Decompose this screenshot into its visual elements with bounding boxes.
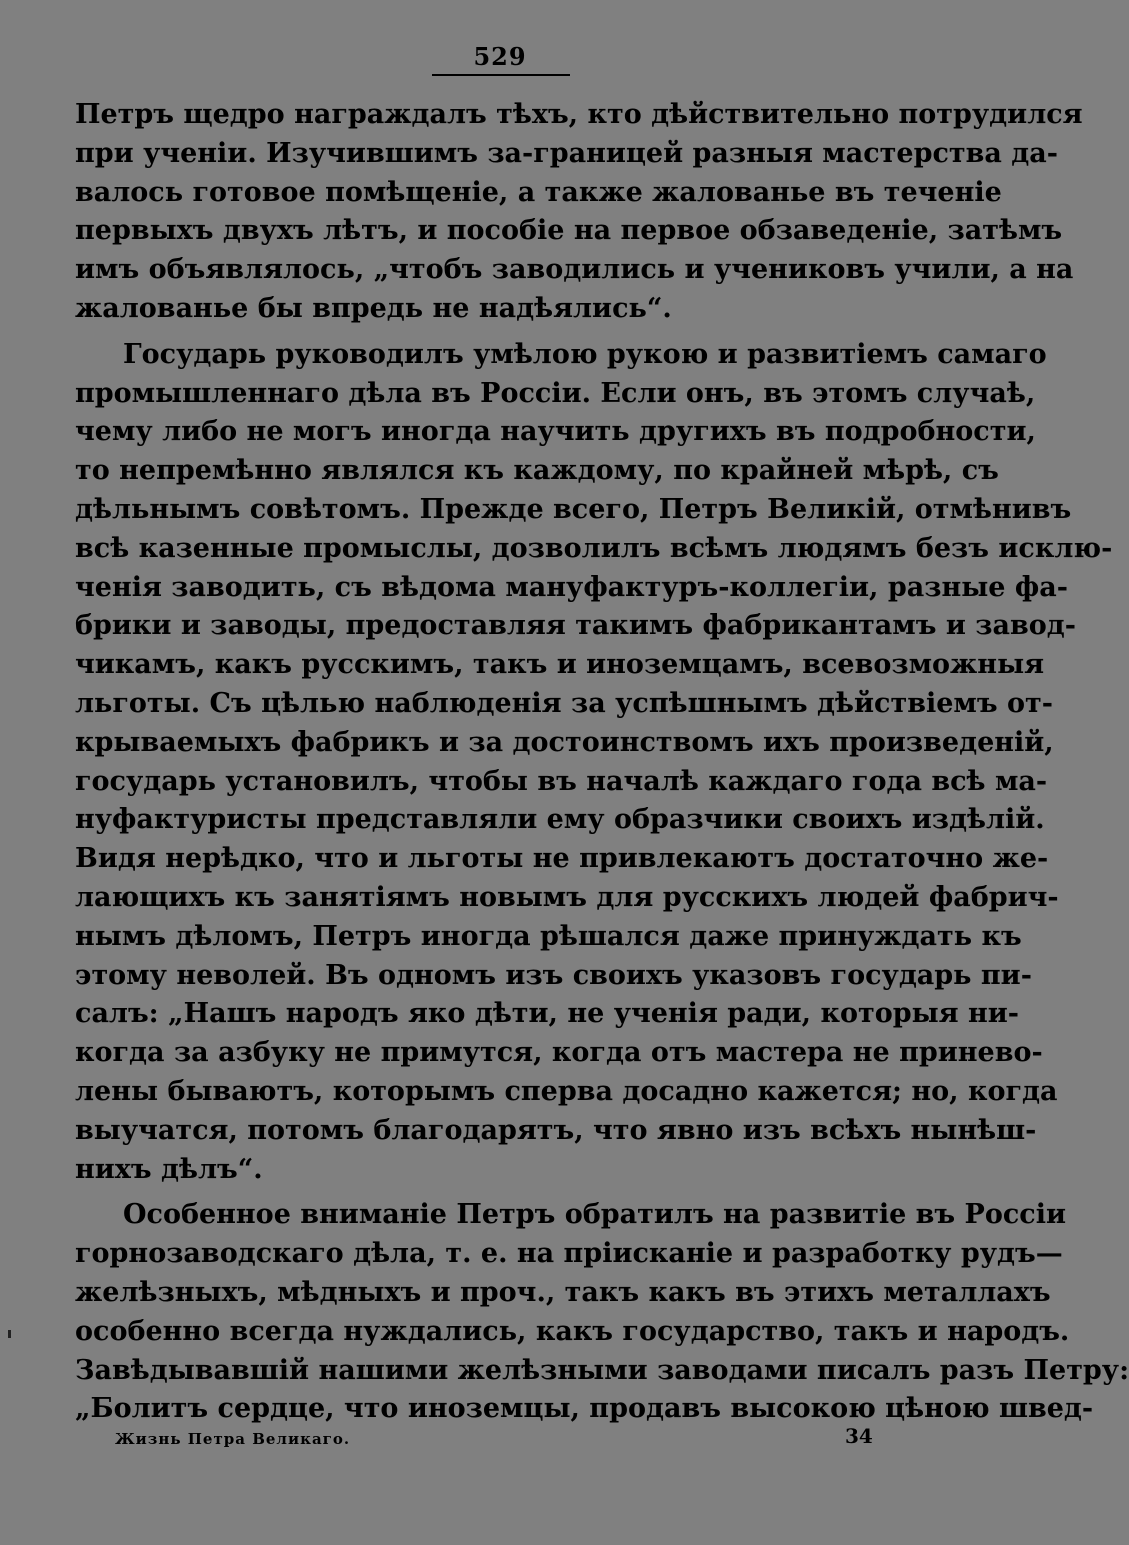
paragraph-gap <box>75 329 935 336</box>
text-line: „Болитъ сердце, что иноземцы, продавъ высокою цѣною швед- <box>75 1393 1094 1425</box>
text-line: чикамъ, какъ русскимъ, такъ и иноземцамъ, всевозможныя <box>75 649 1045 681</box>
text-line: нихъ дѣлъ“. <box>75 1153 263 1185</box>
text-line: лены бываютъ, которымъ сперва досадно кажется; но, когда <box>75 1075 1058 1107</box>
text-line: лающихъ къ занятіямъ новымъ для русскихъ людей фабрич- <box>75 881 1059 913</box>
paragraph-gap <box>75 1189 935 1196</box>
text-line: всѣ казенные промыслы, дозволилъ всѣмъ людямъ безъ исклю- <box>75 532 1113 564</box>
text-line: имъ объявлялось, „чтобъ заводились и учениковъ учили, а на <box>75 254 1074 286</box>
footer-signature-mark: 34 <box>845 1424 873 1448</box>
text-line: крываемыхъ фабрикъ и за достоинствомъ ихъ произведеній, <box>75 726 1054 758</box>
text-line: Особенное вниманіе Петръ обратилъ на развитіе въ Россіи <box>123 1199 1067 1231</box>
paragraph <box>75 1196 1129 1429</box>
footer-book-title: Жизнь Петра Великаго. <box>115 1430 351 1448</box>
body-text <box>75 96 1129 1429</box>
text-line: желѣзныхъ, мѣдныхъ и проч., такъ какъ въ этихъ металлахъ <box>75 1276 1051 1308</box>
paragraph <box>75 336 1113 1190</box>
page-number-rule <box>432 74 570 76</box>
text-line: этому неволей. Въ одномъ изъ своихъ указовъ государь пи- <box>75 959 1032 991</box>
text-line: первыхъ двухъ лѣтъ, и пособіе на первое обзаведеніе, затѣмъ <box>75 215 1063 247</box>
text-line: государь установилъ, чтобы въ началѣ каждаго года всѣ ма- <box>75 765 1048 797</box>
text-line: салъ: „Нашъ народъ яко дѣти, не ученія ради, которыя ни- <box>75 998 1020 1030</box>
text-line: чему либо не могъ иногда научить другихъ въ подробности, <box>75 416 1036 448</box>
text-line: выучатся, потомъ благодарятъ, что явно изъ всѣхъ нынѣш- <box>75 1114 1037 1146</box>
margin-speck <box>8 1330 11 1338</box>
text-line: Петръ щедро награждалъ тѣхъ, кто дѣйствительно потрудился <box>75 99 1083 130</box>
text-line: то непремѣнно являлся къ каждому, по крайней мѣрѣ, съ <box>75 455 999 487</box>
text-line: Видя нерѣдко, что и льготы не привлекаютъ достаточно же- <box>75 843 1049 875</box>
text-line: горнозаводскаго дѣла, т. е. на пріисканіе и разработку рудъ— <box>75 1238 1063 1270</box>
text-line: ченія заводить, съ вѣдома мануфактуръ-коллегіи, разные фа- <box>75 571 1068 603</box>
text-line: брики и заводы, предоставляя такимъ фабрикантамъ и завод- <box>75 610 1076 642</box>
text-line: Завѣдывавшій нашими желѣзными заводами писалъ разъ Петру: <box>75 1354 1129 1386</box>
text-line: нымъ дѣломъ, Петръ иногда рѣшался даже принуждать къ <box>75 920 1022 952</box>
text-line: жалованье бы впредь не надѣялись“. <box>75 292 672 324</box>
page-number: 529 <box>473 42 527 71</box>
text-line: дѣльнымъ совѣтомъ. Прежде всего, Петръ Великій, отмѣнивъ <box>75 493 1072 525</box>
text-line: промышленнаго дѣла въ Россіи. Если онъ, въ этомъ случаѣ, <box>75 377 1036 409</box>
text-line: при ученіи. Изучившимъ за-границей разныя мастерства да- <box>75 137 1058 169</box>
text-line: Государь руководилъ умѣлою рукою и развитіемъ самаго <box>123 338 1047 370</box>
text-line: льготы. Съ цѣлью наблюденія за успѣшнымъ дѣйствіемъ от- <box>75 687 1053 719</box>
paragraph <box>75 96 1083 329</box>
text-line: валось готовое помѣщеніе, а также жалованье въ теченіе <box>75 176 1002 208</box>
text-line: особенно всегда нуждались, какъ государство, такъ и народъ. <box>75 1315 1070 1347</box>
text-line: нуфактуристы представляли ему образчики своихъ издѣлій. <box>75 804 1045 836</box>
page-footer <box>0 1424 1000 1454</box>
text-line: когда за азбуку не примутся, когда отъ мастера не принево- <box>75 1037 1043 1069</box>
